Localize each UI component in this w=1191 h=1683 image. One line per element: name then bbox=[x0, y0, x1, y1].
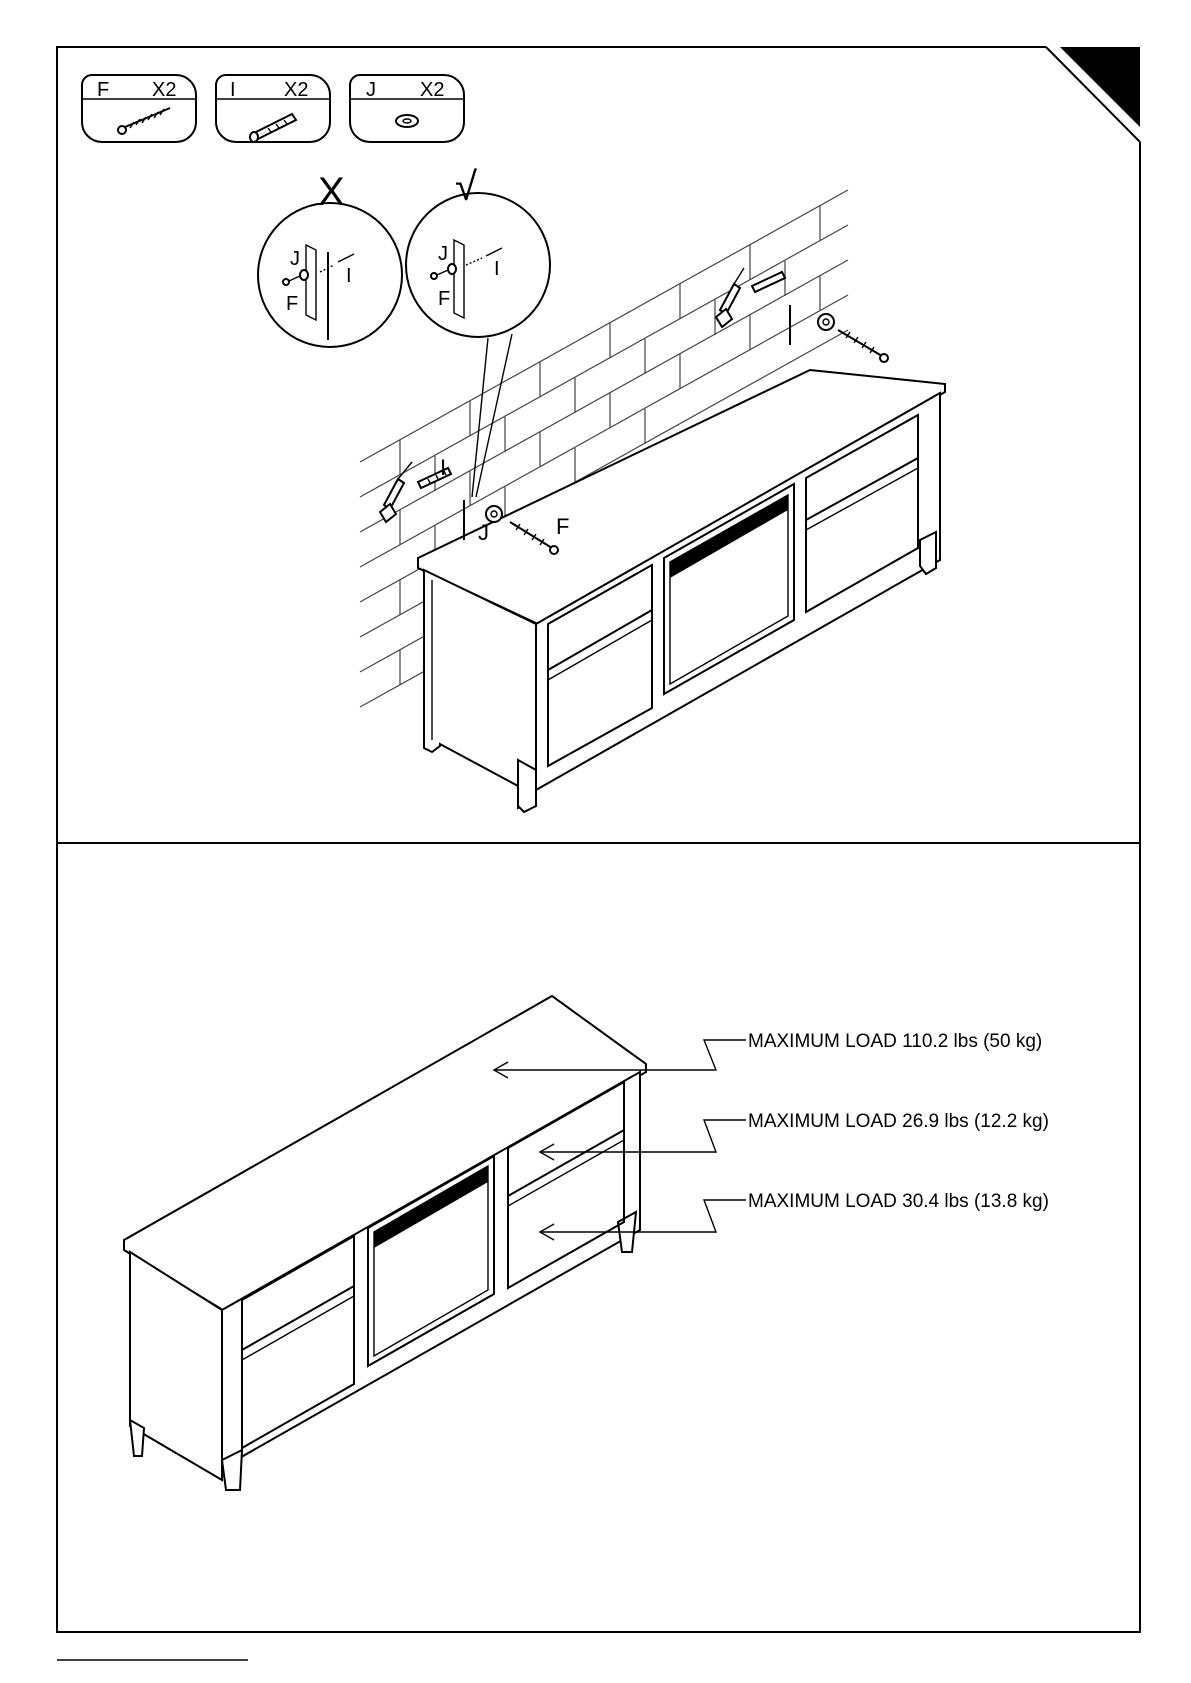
load-limit-label: MAXIMUM LOAD 110.2 lbs (50 kg) bbox=[748, 1031, 1043, 1052]
hardware-qty: X2 bbox=[152, 79, 177, 101]
hardware-box-j bbox=[350, 75, 464, 142]
hardware-box-f bbox=[82, 75, 196, 142]
hardware-box-i bbox=[216, 75, 330, 142]
screw-label: F bbox=[556, 514, 570, 539]
screw-label: F bbox=[438, 288, 451, 310]
wall-anchor-icon bbox=[250, 114, 296, 142]
hardware-letter: F bbox=[97, 79, 110, 101]
load-limit-label: MAXIMUM LOAD 30.4 lbs (13.8 kg) bbox=[748, 1191, 1049, 1212]
hardware-letter: J bbox=[366, 79, 376, 101]
detail-wrong bbox=[258, 170, 402, 347]
drill-icon bbox=[716, 268, 744, 327]
load-limit-label: MAXIMUM LOAD 26.9 lbs (12.2 kg) bbox=[748, 1111, 1049, 1132]
anchor-label: I bbox=[346, 265, 352, 287]
washer-icon bbox=[396, 115, 418, 127]
screw-icon bbox=[838, 330, 888, 362]
washer-label: J bbox=[438, 243, 448, 265]
washer-icon bbox=[300, 270, 308, 280]
screw-label: F bbox=[286, 293, 299, 315]
detail-right bbox=[406, 165, 550, 337]
washer-label: J bbox=[290, 248, 300, 270]
hardware-qty: X2 bbox=[284, 79, 309, 101]
right-mark: √ bbox=[455, 165, 477, 209]
callout-line bbox=[472, 338, 488, 497]
hardware-qty: X2 bbox=[420, 79, 445, 101]
corner-tab bbox=[1060, 47, 1140, 127]
wrong-mark: X bbox=[318, 170, 345, 214]
wall-anchor-icon bbox=[752, 272, 785, 292]
hardware-letter: I bbox=[230, 79, 236, 101]
washer-label: J bbox=[478, 520, 489, 545]
anchor-label: I bbox=[440, 455, 447, 480]
tv-stand-top-view bbox=[418, 305, 945, 812]
washer-icon bbox=[448, 264, 456, 274]
right-mount-hardware bbox=[716, 268, 888, 362]
screw-icon bbox=[118, 108, 170, 134]
washer-icon bbox=[818, 314, 834, 330]
anchor-label: I bbox=[494, 258, 500, 280]
